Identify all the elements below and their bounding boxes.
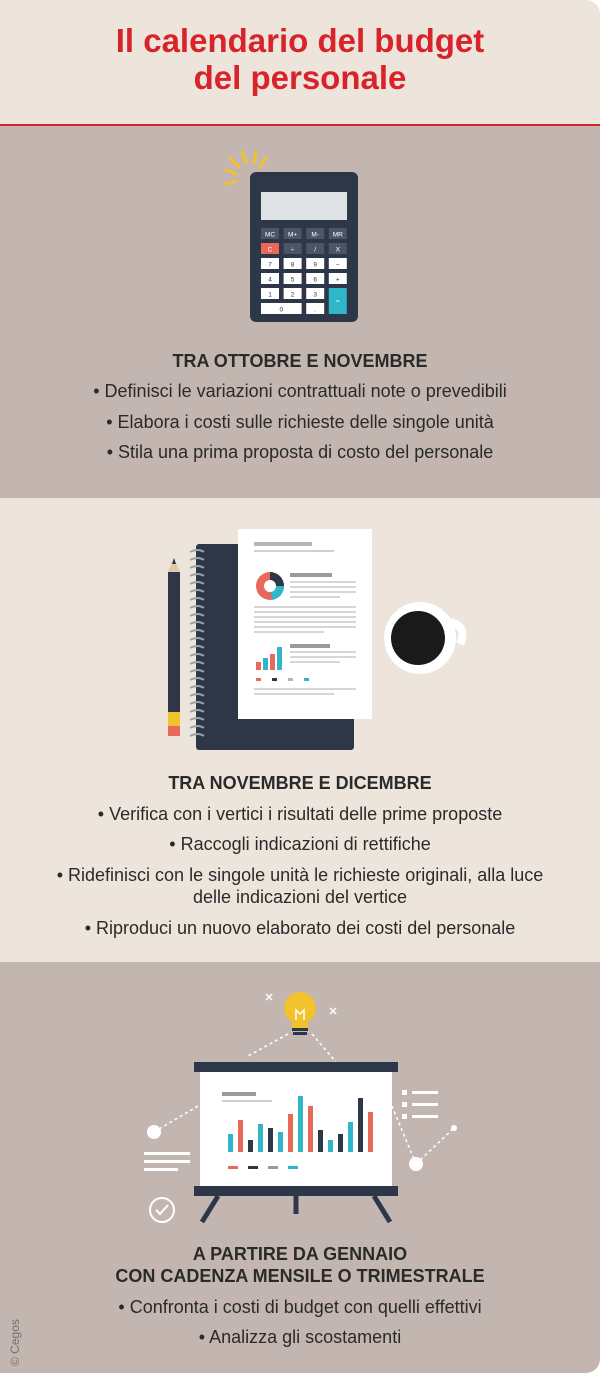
calculator-icon	[220, 148, 365, 328]
coffee-cup-icon	[384, 602, 462, 674]
calculator-key-label: =	[335, 298, 340, 305]
title-line-2: del personale	[193, 59, 407, 96]
section-1-heading: TRA OTTOBRE E NOVEMBRE	[172, 351, 428, 371]
calculator-key-label: 7	[268, 261, 272, 269]
calculator-key-label: 6	[313, 276, 318, 284]
section-1-bullet-2: • Elabora i costi sulle richieste delle singole unità	[106, 412, 494, 432]
page-title	[0, 22, 600, 96]
section-2-bullet-3-continued: delle indicazioni del vertice	[192, 887, 408, 907]
board-bar	[268, 1128, 273, 1152]
calculator-key-label: /	[314, 246, 317, 254]
calculator-key-label: M-	[311, 231, 319, 239]
section-from-january	[0, 962, 600, 1373]
copyright-credit	[4, 1300, 24, 1370]
document-icon	[238, 529, 372, 719]
section-2-heading: TRA NOVEMBRE E DICEMBRE	[168, 773, 432, 793]
calculator-key-label: 0	[279, 306, 284, 314]
board-bar	[278, 1132, 283, 1152]
calculator-key-label: 2	[290, 291, 295, 299]
presentation-board-icon	[194, 1062, 398, 1222]
board-bar	[318, 1130, 323, 1152]
board-bar	[228, 1134, 233, 1152]
section-1-bullet-3: • Stila una prima proposta di costo del personale	[106, 442, 494, 462]
section-3-heading-line-1: A PARTIRE DA GENNAIO	[192, 1244, 408, 1264]
notebook-illustration	[160, 526, 480, 756]
board-bar	[238, 1120, 243, 1152]
board-bar	[308, 1106, 313, 1152]
calculator-key-label: M+	[287, 231, 298, 239]
section-3-bullet-2: • Analizza gli scostamenti	[198, 1327, 402, 1347]
board-bar	[248, 1140, 253, 1152]
section-october-november	[0, 126, 600, 498]
lightbulb-icon	[284, 992, 316, 1035]
section-3-heading-line-2: CON CADENZA MENSILE O TRIMESTRALE	[115, 1266, 485, 1286]
calculator-key-label: 5	[290, 276, 295, 284]
board-bar	[258, 1124, 263, 1152]
board-bar	[298, 1096, 303, 1152]
calculator-key-label: .	[314, 306, 317, 314]
board-bar	[368, 1112, 373, 1152]
section-2-bullet-1: • Verifica con i vertici i risultati delle prime proposte	[97, 804, 503, 824]
calculator-key-label: ÷	[290, 246, 295, 254]
calculator-key-label: MC	[264, 231, 276, 239]
calculator-key-label: C	[267, 246, 273, 254]
board-bar	[358, 1098, 363, 1152]
section-2-bullet-2: • Raccogli indicazioni di rettifiche	[169, 834, 431, 854]
header	[0, 0, 600, 126]
calculator-key-label: X	[335, 246, 340, 254]
calculator-key-label: 8	[290, 261, 295, 269]
calculator-key-label: MR	[332, 231, 343, 239]
board-bar	[348, 1122, 353, 1152]
title-line-1: Il calendario del budget	[115, 22, 485, 59]
board-bar	[328, 1140, 333, 1152]
section-november-december	[0, 498, 600, 962]
credit-text: © Cegos	[8, 1319, 22, 1366]
presentation-illustration	[130, 988, 470, 1228]
section-3-bullet-1: • Confronta i costi di budget con quelli effettivi	[118, 1297, 482, 1317]
pencil-icon	[168, 558, 180, 736]
calculator-key-label: 1	[268, 291, 272, 299]
calculator-key-label: 3	[313, 291, 318, 299]
calculator-key-label: 4	[268, 276, 272, 284]
section-2-bullet-3: • Ridefinisci con le singole unità le richieste originali, alla luce	[56, 865, 544, 885]
calculator-key-label: +	[335, 276, 340, 284]
board-bar	[338, 1134, 343, 1152]
checkmark-icon	[150, 1198, 174, 1222]
calculator-key-label: 9	[313, 261, 318, 269]
section-2-bullet-4: • Riproduci un nuovo elaborato dei costi del personale	[84, 918, 516, 938]
calculator-key-label: −	[335, 261, 340, 269]
board-bar	[288, 1114, 293, 1152]
section-1-bullet-1: • Definisci le variazioni contrattuali note o prevedibili	[93, 381, 507, 401]
